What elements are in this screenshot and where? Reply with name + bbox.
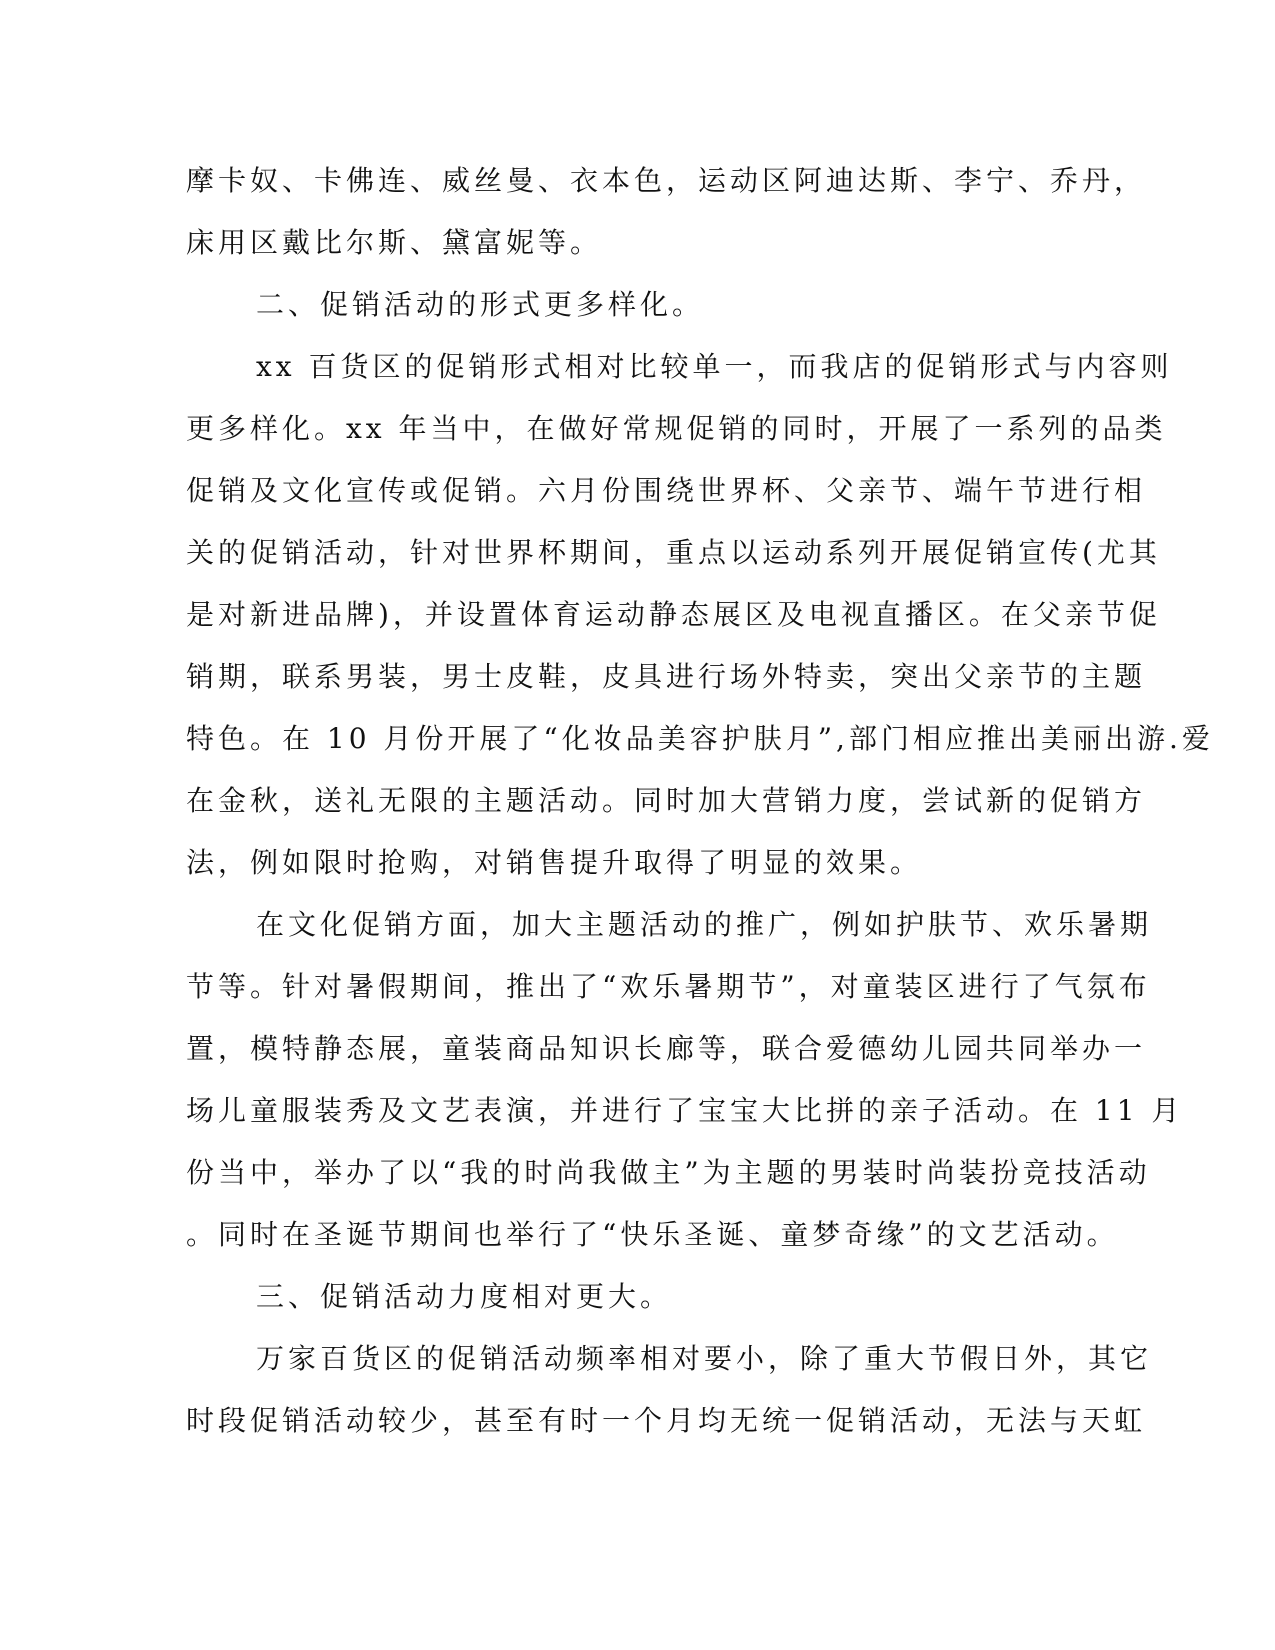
text-line: 置，模特静态展，童装商品知识长廊等，联合爱德幼儿园共同举办一 — [186, 1032, 1147, 1065]
text-line: 促销及文化宣传或促销。六月份围绕世界杯、父亲节、端午节进行相 — [186, 474, 1147, 507]
section-heading: 二、促销活动的形式更多样化。 — [256, 288, 705, 321]
text-line: 床用区戴比尔斯、黛富妮等。 — [186, 226, 603, 259]
text-line: 在金秋，送礼无限的主题活动。同时加大营销力度，尝试新的促销方 — [186, 784, 1147, 817]
text-line: 节等。针对暑假期间，推出了“欢乐暑期节”，对童装区进行了气氛布 — [186, 970, 1151, 1003]
text-line: 销期，联系男装，男士皮鞋，皮具进行场外特卖，突出父亲节的主题 — [186, 660, 1147, 693]
text-line: 。同时在圣诞节期间也举行了“快乐圣诞、童梦奇缘”的文艺活动。 — [186, 1218, 1119, 1251]
text-line: 更多样化。xx 年当中，在做好常规促销的同时，开展了一系列的品类 — [186, 412, 1167, 445]
text-line: 特色。在 10 月份开展了“化妆品美容护肤月”,部门相应推出美丽出游.爱 — [186, 722, 1214, 755]
text-line: 关的促销活动，针对世界杯期间，重点以运动系列开展促销宣传(尤其 — [186, 536, 1161, 569]
section-heading: 三、促销活动力度相对更大。 — [256, 1280, 673, 1313]
text-line: 是对新进品牌)，并设置体育运动静态展区及电视直播区。在父亲节促 — [186, 598, 1161, 631]
body-text — [186, 150, 1214, 1452]
text-line: 万家百货区的促销活动频率相对要小，除了重大节假日外，其它 — [256, 1342, 1153, 1375]
text-line: 场儿童服装秀及文艺表演，并进行了宝宝大比拼的亲子活动。在 11 月 — [186, 1094, 1184, 1127]
text-line: 摩卡奴、卡佛连、威丝曼、衣本色，运动区阿迪达斯、李宁、乔丹， — [186, 164, 1147, 197]
text-line: 份当中，举办了以“我的时尚我做主”为主题的男装时尚装扮竞技活动 — [186, 1156, 1151, 1189]
text-line: 在文化促销方面，加大主题活动的推广，例如护肤节、欢乐暑期 — [256, 908, 1153, 941]
text-line: 时段促销活动较少，甚至有时一个月均无统一促销活动，无法与天虹 — [186, 1404, 1147, 1437]
text-line: 法，例如限时抢购，对销售提升取得了明显的效果。 — [186, 846, 923, 879]
text-line: xx 百货区的促销形式相对比较单一，而我店的促销形式与内容则 — [256, 350, 1173, 383]
